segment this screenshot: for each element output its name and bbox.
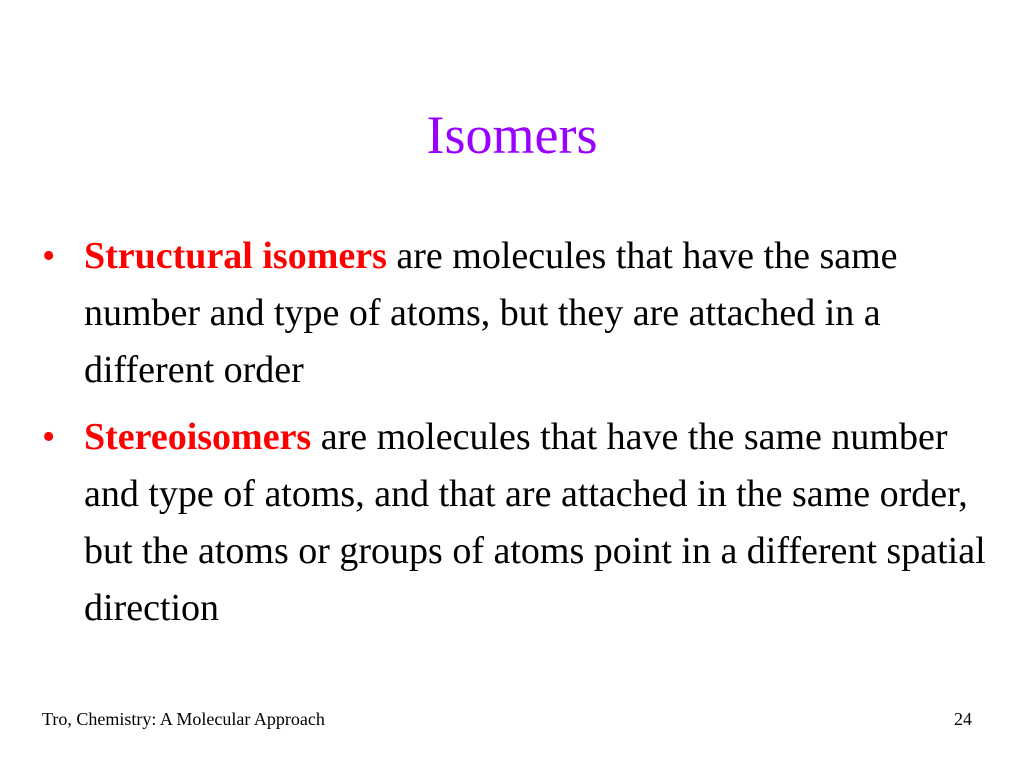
slide-title: Isomers [426, 105, 598, 165]
bullet-icon: • [42, 235, 56, 277]
bullet-item-stereoisomers [42, 409, 992, 637]
definition-structural-isomers: are molecules that have the same number and type of atoms, but they are attached in a different order [84, 235, 898, 391]
bullet-list [42, 228, 992, 647]
definition-stereoisomers: are molecules that have the same number and type of atoms, and that are attached in the same order, but the atoms or groups of atoms point in a different spatial direction [84, 416, 986, 629]
term-stereoisomers: Stereoisomers [84, 416, 321, 458]
term-structural-isomers: Structural isomers [84, 235, 397, 277]
page-number: 24 [954, 709, 972, 729]
bullet-icon: • [42, 416, 56, 458]
footer-source: Tro, Chemistry: A Molecular Approach [42, 709, 325, 729]
bullet-item-structural-isomers [42, 228, 992, 399]
